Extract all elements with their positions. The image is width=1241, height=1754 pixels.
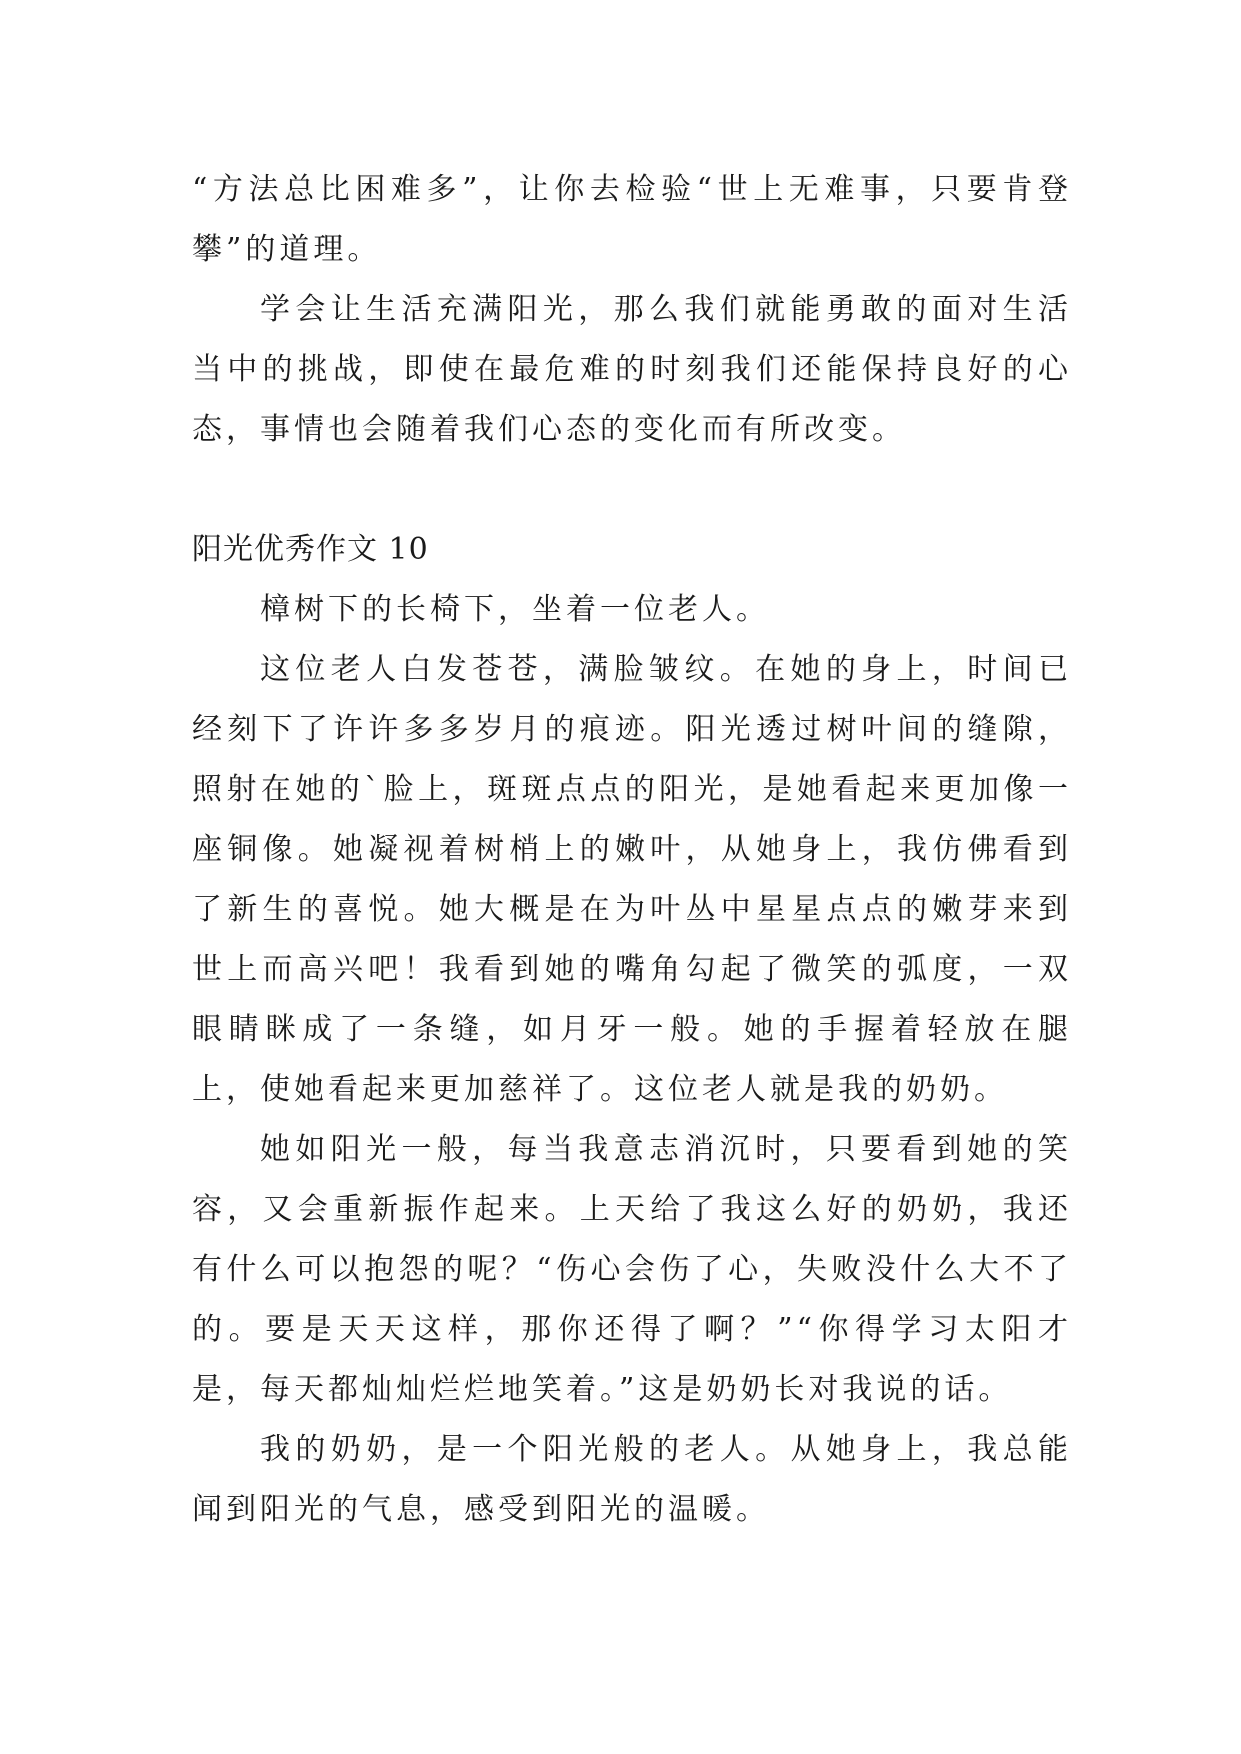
paragraph-3: 她如阳光一般，每当我意志消沉时，只要看到她的笑容，又会重新振作起来。上天给了我这么好的奶奶，我还有什么可以抱怨的呢？“伤心会伤了心，失败没什么大不了的。要是天天这样，那你还得了啊？”“你得学习太阳才是，每天都灿灿烂烂地笑着。”这是奶奶长对我说的话。 bbox=[192, 1132, 1072, 1407]
paragraph-4: 我的奶奶，是一个阳光般的老人。从她身上，我总能闻到阳光的气息，感受到阳光的温暖。 bbox=[192, 1432, 1072, 1527]
paragraph-1: 樟树下的长椅下，坐着一位老人。 bbox=[260, 592, 770, 627]
document-page bbox=[192, 160, 1072, 1540]
paragraph-2: 这位老人白发苍苍，满脸皱纹。在她的身上，时间已经刻下了许许多多岁月的痕迹。阳光透过树叶间的缝隙，照射在她的`脸上，斑斑点点的阳光，是她看起来更加像一座铜像。她凝视着树梢上的嫩叶，从她身上，我仿佛看到了新生的喜悦。她大概是在为叶丛中星星点点的嫩芽来到世上而高兴吧！我看到她的嘴角勾起了微笑的弧度，一双眼睛眯成了一条缝，如月牙一般。她的手握着轻放在腿上，使她看起来更加慈祥了。这位老人就是我的奶奶。 bbox=[192, 652, 1072, 1107]
section-title: 阳光优秀作文 10 bbox=[192, 532, 429, 567]
paragraph-continued-1: “方法总比困难多”，让你去检验“世上无难事，只要肯登攀”的道理。 bbox=[192, 172, 1072, 267]
paragraph-continued-2: 学会让生活充满阳光，那么我们就能勇敢的面对生活当中的挑战，即使在最危难的时刻我们还能保持良好的心态，事情也会随着我们心态的变化而有所改变。 bbox=[192, 292, 1072, 447]
